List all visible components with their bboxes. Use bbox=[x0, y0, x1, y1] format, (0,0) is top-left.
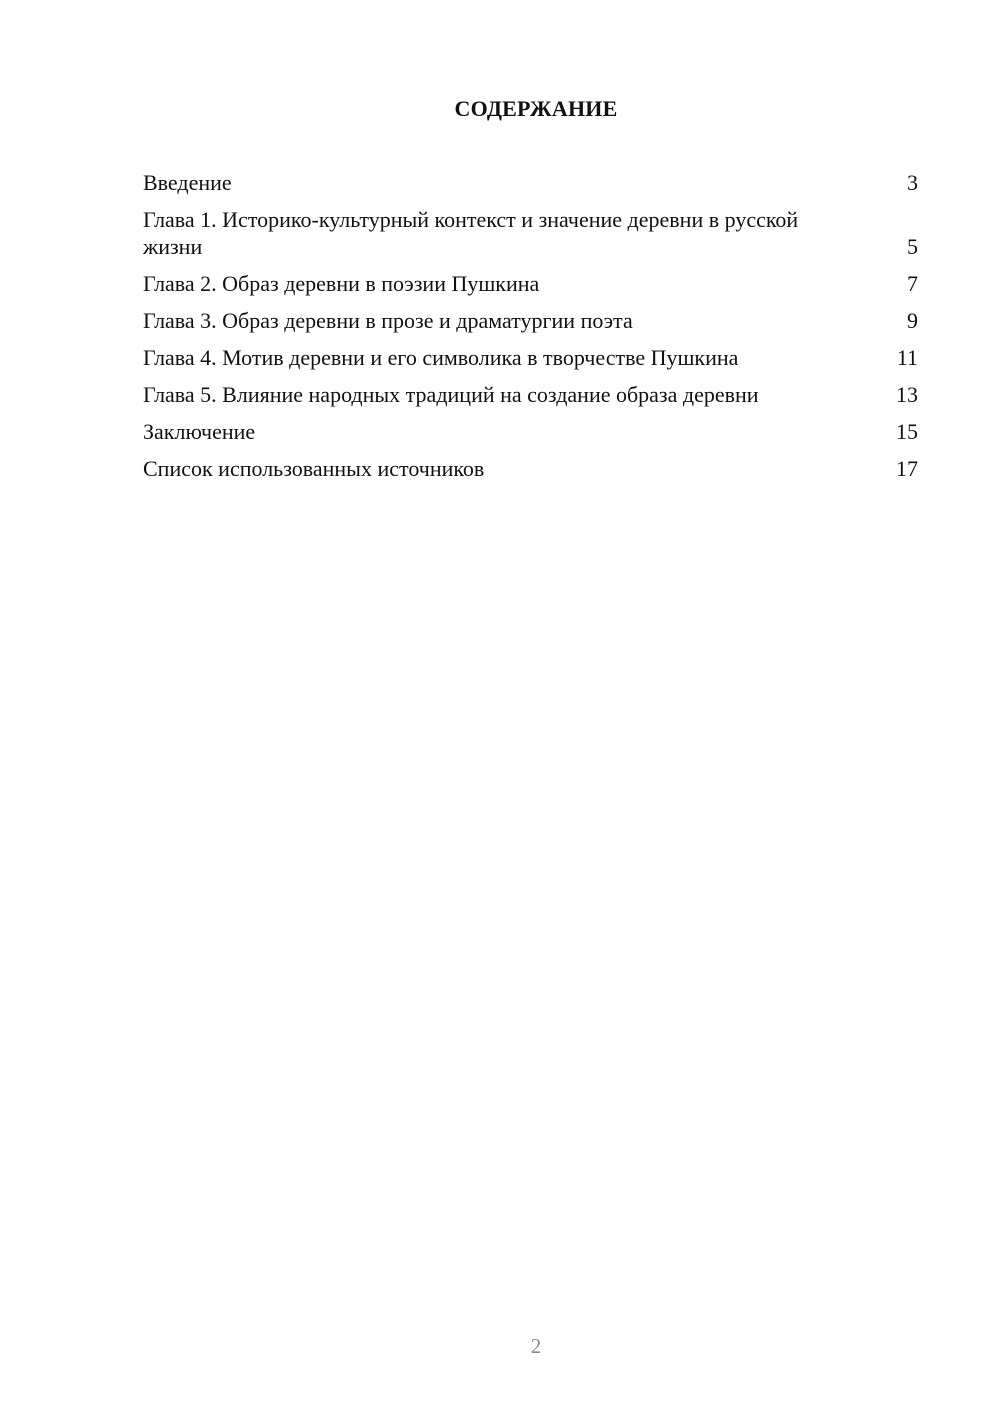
toc-entry-label: Заключение bbox=[143, 419, 256, 444]
toc-entry-label: Глава 3. Образ деревни в прозе и драматургии поэта bbox=[143, 308, 633, 333]
toc-entry-label: Список использованных источников bbox=[143, 456, 485, 481]
toc-entry-page: 17 bbox=[896, 456, 918, 481]
toc-entry-label: Глава 1. Историко-культурный контекст и значение деревни в русской жизни bbox=[143, 207, 799, 259]
toc-entry-label: Глава 5. Влияние народных традиций на создание образа деревни bbox=[143, 382, 759, 407]
toc-entry-chapter-4[interactable] bbox=[143, 344, 918, 371]
toc-entry-conclusion[interactable] bbox=[143, 418, 918, 445]
toc-entry-chapter-5[interactable] bbox=[143, 381, 918, 408]
toc-entry-page: 11 bbox=[896, 345, 918, 370]
toc-entry-label: Глава 4. Мотив деревни и его символика в творчестве Пушкина bbox=[143, 345, 739, 370]
toc-entry-page: 13 bbox=[896, 382, 918, 407]
toc-entry-page: 5 bbox=[907, 234, 918, 259]
toc-entry-chapter-3[interactable] bbox=[143, 307, 918, 334]
toc-entry-label: Глава 2. Образ деревни в поэзии Пушкина bbox=[143, 271, 540, 296]
toc-title: СОДЕРЖАНИЕ bbox=[454, 96, 618, 121]
toc-entry-page: 9 bbox=[907, 308, 918, 333]
toc-entry-page: 3 bbox=[907, 170, 918, 195]
toc-entry-introduction[interactable] bbox=[143, 169, 918, 196]
page-number: 2 bbox=[530, 1334, 542, 1358]
toc-entry-page: 15 bbox=[896, 419, 918, 444]
table-of-contents bbox=[143, 169, 918, 492]
toc-entry-references[interactable] bbox=[143, 455, 918, 482]
toc-entry-label: Введение bbox=[143, 170, 232, 195]
toc-entry-chapter-2[interactable] bbox=[143, 270, 918, 297]
toc-entry-chapter-1[interactable] bbox=[143, 206, 918, 260]
toc-entry-page: 7 bbox=[907, 271, 918, 296]
